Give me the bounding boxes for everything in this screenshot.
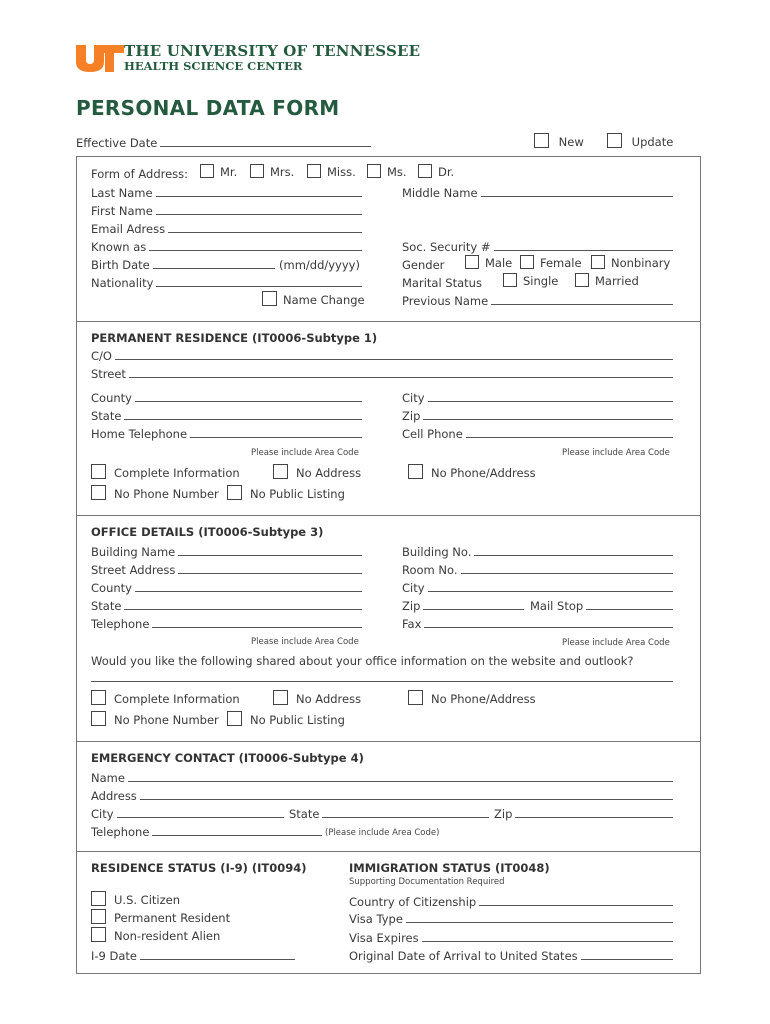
male-checkbox[interactable]	[465, 255, 479, 269]
middle-name-label: Middle Name	[402, 186, 478, 200]
mail-stop-field[interactable]	[530, 599, 673, 613]
new-label: New	[558, 135, 584, 149]
emergency-telephone-label: Telephone	[91, 825, 150, 839]
form-of-address-label: Form of Address:	[91, 167, 189, 181]
emergency-address-field[interactable]	[91, 789, 673, 803]
cell-area-code-note: Please include Area Code	[562, 448, 670, 458]
birth-date-format: (mm/dd/yyyy)	[279, 258, 360, 272]
perm-no-address-checkbox[interactable]	[273, 464, 288, 479]
last-name-label: Last Name	[91, 186, 153, 200]
perm-no-public-option[interactable]	[227, 485, 345, 501]
name-change-label: Name Change	[283, 293, 365, 307]
us-citizen-option[interactable]	[91, 891, 180, 907]
perm-no-public-checkbox[interactable]	[227, 485, 242, 500]
emergency-name-field[interactable]	[91, 771, 673, 785]
office-no-phone-checkbox[interactable]	[91, 711, 106, 726]
zip-label: Zip	[402, 409, 421, 423]
title-miss[interactable]	[307, 164, 356, 179]
permanent-resident-checkbox[interactable]	[91, 909, 106, 924]
effective-date-label: Effective Date	[76, 136, 158, 150]
birth-date-label: Birth Date	[91, 258, 150, 272]
state-field[interactable]	[91, 409, 362, 423]
emergency-name-label: Name	[91, 771, 125, 785]
arrival-date-field[interactable]	[349, 949, 673, 963]
perm-no-phone-checkbox[interactable]	[91, 485, 106, 500]
perm-no-phone-address-checkbox[interactable]	[408, 464, 423, 479]
perm-complete-option[interactable]	[91, 464, 240, 480]
update-label: Update	[631, 135, 674, 149]
room-no-label: Room No.	[402, 563, 458, 577]
dr-label: Dr.	[438, 165, 455, 179]
emergency-state-label: State	[289, 807, 320, 821]
office-state-label: State	[91, 599, 122, 613]
email-field[interactable]	[91, 222, 362, 236]
mrs-checkbox[interactable]	[250, 164, 264, 178]
office-county-label: County	[91, 581, 132, 595]
previous-name-field[interactable]	[402, 294, 673, 308]
last-name-field[interactable]	[91, 186, 362, 200]
office-no-phone-address-label: No Phone/Address	[431, 692, 536, 706]
non-resident-alien-label: Non-resident Alien	[114, 929, 221, 943]
emergency-address-label: Address	[91, 789, 137, 803]
fax-area-code-note: Please include Area Code	[562, 638, 670, 648]
emergency-city-field[interactable]	[91, 807, 284, 821]
office-no-phone-address-option[interactable]	[408, 690, 536, 706]
residence-status-title: RESIDENCE STATUS (I-9) (IT0094)	[91, 861, 307, 875]
office-telephone-field[interactable]	[91, 617, 362, 631]
title-mrs[interactable]	[250, 164, 294, 179]
effective-date-field[interactable]	[76, 136, 371, 150]
office-no-address-checkbox[interactable]	[273, 690, 288, 705]
gender-label: Gender	[402, 258, 445, 272]
cell-phone-field[interactable]	[402, 427, 673, 441]
office-county-field[interactable]	[91, 581, 362, 595]
i9-date-field[interactable]	[91, 949, 295, 963]
marital-married[interactable]	[575, 273, 639, 288]
street-label: Street	[91, 367, 126, 381]
emergency-city-label: City	[91, 807, 114, 821]
female-label: Female	[540, 256, 582, 270]
perm-no-phone-address-label: No Phone/Address	[431, 466, 536, 480]
office-no-public-option[interactable]	[227, 711, 345, 727]
office-city-field[interactable]	[402, 581, 673, 595]
office-state-field[interactable]	[91, 599, 362, 613]
visa-expires-label: Visa Expires	[349, 931, 419, 945]
visa-expires-field[interactable]	[349, 931, 673, 945]
title-dr[interactable]	[418, 164, 454, 179]
male-label: Male	[485, 256, 513, 270]
nationality-field[interactable]	[91, 276, 362, 290]
city-label: City	[402, 391, 425, 405]
co-field[interactable]	[91, 349, 673, 363]
perm-no-public-label: No Public Listing	[250, 487, 345, 501]
ssn-label: Soc. Security #	[402, 240, 491, 254]
emergency-zip-field[interactable]	[494, 807, 673, 821]
name-change-checkbox[interactable]	[262, 291, 277, 306]
office-no-public-label: No Public Listing	[250, 713, 345, 727]
ms-checkbox[interactable]	[367, 164, 381, 178]
mr-label: Mr.	[220, 165, 238, 179]
street-address-label: Street Address	[91, 563, 176, 577]
room-no-field[interactable]	[402, 563, 673, 577]
married-label: Married	[595, 274, 639, 288]
zip-field[interactable]	[402, 409, 673, 423]
update-checkbox[interactable]	[607, 133, 622, 148]
ssn-field[interactable]	[402, 240, 673, 254]
first-name-field[interactable]	[91, 204, 362, 218]
single-label: Single	[523, 274, 559, 288]
non-resident-alien-option[interactable]	[91, 927, 220, 943]
office-no-address-label: No Address	[296, 692, 362, 706]
permanent-resident-option[interactable]	[91, 909, 230, 925]
dr-checkbox[interactable]	[418, 164, 432, 178]
office-no-address-option[interactable]	[273, 690, 361, 706]
marital-status-label: Marital Status	[402, 276, 482, 290]
perm-no-phone-address-option[interactable]	[408, 464, 536, 480]
office-no-public-checkbox[interactable]	[227, 711, 242, 726]
emergency-contact-title: EMERGENCY CONTACT (IT0006-Subtype 4)	[91, 751, 364, 765]
street-field[interactable]	[91, 367, 673, 381]
state-label: State	[91, 409, 122, 423]
building-name-field[interactable]	[91, 545, 362, 559]
emergency-telephone-field[interactable]	[91, 825, 322, 839]
co-label: C/O	[91, 349, 112, 363]
perm-no-phone-label: No Phone Number	[114, 487, 219, 501]
mail-stop-label: Mail Stop	[530, 599, 584, 613]
nationality-label: Nationality	[91, 276, 154, 290]
married-checkbox[interactable]	[575, 273, 589, 287]
share-question: Would you like the following shared about your office information on the website and outlook?	[91, 654, 634, 668]
update-option[interactable]	[607, 133, 673, 149]
office-no-phone-option[interactable]	[91, 711, 219, 727]
office-zip-label: Zip	[402, 599, 421, 613]
university-subname: HEALTH SCIENCE CENTER	[124, 59, 303, 73]
office-telephone-label: Telephone	[91, 617, 150, 631]
office-tel-area-code-note: Please include Area Code	[251, 637, 359, 647]
immigration-subtitle: Supporting Documentation Required	[349, 877, 505, 887]
nonbinary-checkbox[interactable]	[591, 255, 605, 269]
gender-nonbinary[interactable]	[591, 255, 670, 270]
fax-label: Fax	[402, 617, 422, 631]
office-zip-field[interactable]	[402, 599, 524, 613]
building-name-label: Building Name	[91, 545, 176, 559]
country-of-citizenship-label: Country of Citizenship	[349, 895, 477, 909]
home-telephone-field[interactable]	[91, 427, 362, 441]
perm-no-phone-option[interactable]	[91, 485, 219, 501]
share-answer-line[interactable]	[91, 681, 673, 682]
miss-label: Miss.	[327, 165, 356, 179]
known-as-field[interactable]	[91, 240, 362, 254]
birth-date-field[interactable]	[91, 258, 275, 272]
visa-type-label: Visa Type	[349, 912, 403, 926]
i9-date-label: I-9 Date	[91, 949, 137, 963]
first-name-label: First Name	[91, 204, 153, 218]
miss-checkbox[interactable]	[307, 164, 321, 178]
fax-field[interactable]	[402, 617, 673, 631]
ms-label: Ms.	[387, 165, 407, 179]
office-city-label: City	[402, 581, 425, 595]
form-of-address-row	[91, 167, 188, 181]
single-checkbox[interactable]	[503, 273, 517, 287]
new-checkbox[interactable]	[534, 133, 549, 148]
nonbinary-label: Nonbinary	[611, 256, 671, 270]
city-field[interactable]	[402, 391, 673, 405]
building-no-field[interactable]	[402, 545, 673, 559]
perm-complete-label: Complete Information	[114, 466, 240, 480]
gender-male[interactable]	[465, 255, 512, 270]
middle-name-field[interactable]	[402, 186, 673, 200]
immigration-status-title: IMMIGRATION STATUS (IT0048)	[349, 861, 550, 875]
emergency-area-code-note: (Please include Area Code)	[325, 828, 440, 838]
office-no-phone-label: No Phone Number	[114, 713, 219, 727]
us-citizen-label: U.S. Citizen	[114, 893, 181, 907]
known-as-label: Known as	[91, 240, 147, 254]
office-complete-label: Complete Information	[114, 692, 240, 706]
emergency-zip-label: Zip	[494, 807, 513, 821]
visa-type-field[interactable]	[349, 912, 673, 926]
effective-date-line[interactable]	[160, 137, 371, 147]
office-details-title: OFFICE DETAILS (IT0006-Subtype 3)	[91, 525, 324, 539]
perm-no-address-option[interactable]	[273, 464, 361, 480]
county-label: County	[91, 391, 132, 405]
country-of-citizenship-field[interactable]	[349, 895, 673, 909]
office-no-phone-address-checkbox[interactable]	[408, 690, 423, 705]
university-name: THE UNIVERSITY OF TENNESSEE	[124, 42, 421, 60]
mrs-label: Mrs.	[270, 165, 295, 179]
marital-single[interactable]	[503, 273, 558, 288]
office-complete-option[interactable]	[91, 690, 240, 706]
emergency-state-field[interactable]	[289, 807, 489, 821]
county-field[interactable]	[91, 391, 362, 405]
cell-phone-label: Cell Phone	[402, 427, 463, 441]
office-complete-checkbox[interactable]	[91, 690, 106, 705]
home-area-code-note: Please include Area Code	[251, 448, 359, 458]
previous-name-label: Previous Name	[402, 294, 489, 308]
permanent-residence-title: PERMANENT RESIDENCE (IT0006-Subtype 1)	[91, 331, 378, 345]
perm-no-address-label: No Address	[296, 466, 362, 480]
us-citizen-checkbox[interactable]	[91, 891, 106, 906]
form-title: PERSONAL DATA FORM	[76, 96, 340, 120]
permanent-resident-label: Permanent Resident	[114, 911, 231, 925]
title-mr[interactable]	[200, 164, 237, 179]
non-resident-alien-checkbox[interactable]	[91, 927, 106, 942]
gender-female[interactable]	[520, 255, 582, 270]
mr-checkbox[interactable]	[200, 164, 214, 178]
ut-logo-icon	[76, 45, 124, 72]
new-option[interactable]	[534, 133, 584, 149]
home-telephone-label: Home Telephone	[91, 427, 188, 441]
email-label: Email Adress	[91, 222, 166, 236]
title-ms[interactable]	[367, 164, 407, 179]
building-no-label: Building No.	[402, 545, 472, 559]
street-address-field[interactable]	[91, 563, 362, 577]
female-checkbox[interactable]	[520, 255, 534, 269]
perm-complete-checkbox[interactable]	[91, 464, 106, 479]
arrival-date-label: Original Date of Arrival to United States	[349, 949, 578, 963]
name-change-option[interactable]	[262, 291, 365, 307]
